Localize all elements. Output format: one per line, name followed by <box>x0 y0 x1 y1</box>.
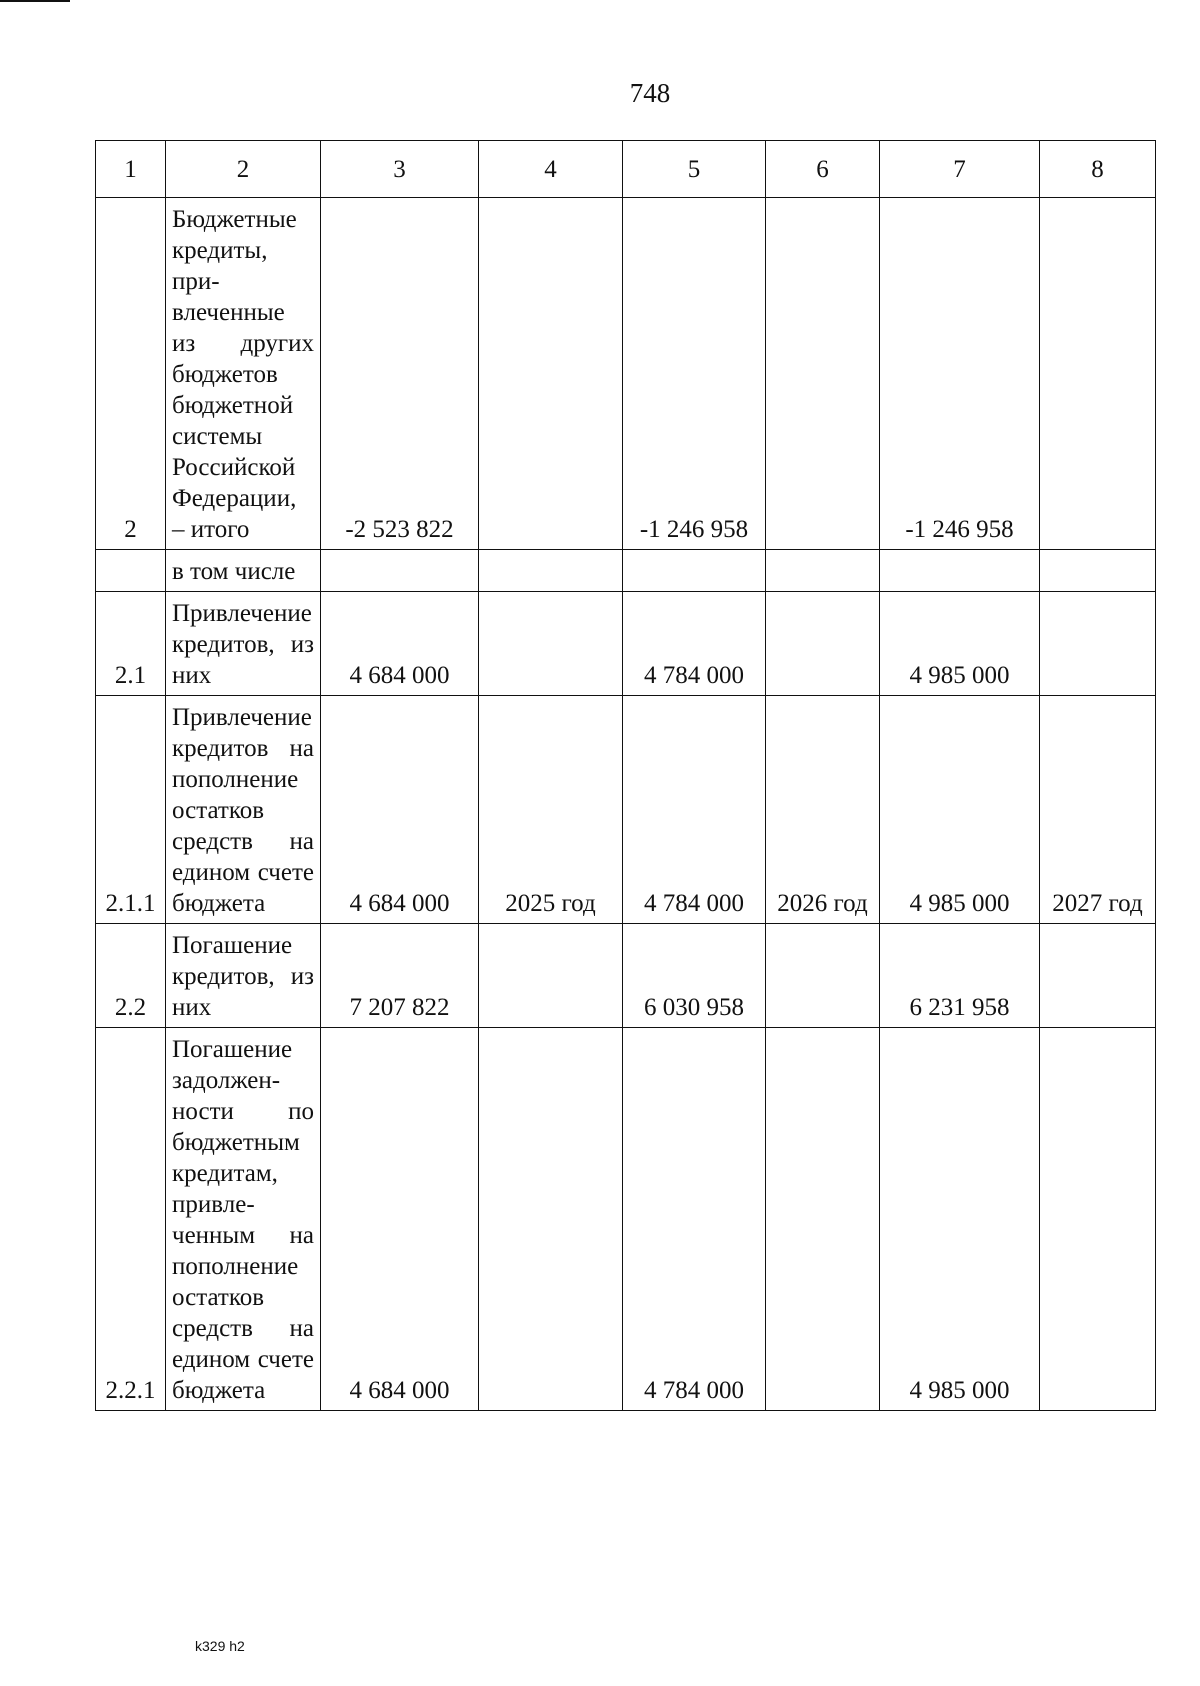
value-cell: 4 985 000 <box>880 592 1040 696</box>
value-cell: -1 246 958 <box>623 198 766 550</box>
column-header: 3 <box>321 141 479 198</box>
table-row <box>96 696 1156 924</box>
value-cell <box>479 198 623 550</box>
row-description: в том числе <box>166 550 321 592</box>
value-cell: 2027 год <box>1040 696 1156 924</box>
row-number: 2.1.1 <box>96 696 166 924</box>
value-cell <box>623 550 766 592</box>
value-cell: 4 684 000 <box>321 592 479 696</box>
value-cell <box>479 550 623 592</box>
column-header: 2 <box>166 141 321 198</box>
column-header: 5 <box>623 141 766 198</box>
table-row <box>96 592 1156 696</box>
value-cell <box>766 550 880 592</box>
value-cell: 6 030 958 <box>623 924 766 1028</box>
value-cell <box>880 550 1040 592</box>
column-header: 7 <box>880 141 1040 198</box>
scan-edge-line <box>0 0 70 2</box>
row-number: 2.1 <box>96 592 166 696</box>
value-cell: 4 985 000 <box>880 1028 1040 1411</box>
value-cell <box>479 592 623 696</box>
table-row <box>96 924 1156 1028</box>
row-number: 2 <box>96 198 166 550</box>
value-cell <box>766 592 880 696</box>
row-number: 2.2 <box>96 924 166 1028</box>
value-cell: 4 684 000 <box>321 696 479 924</box>
value-cell <box>1040 550 1156 592</box>
column-header: 1 <box>96 141 166 198</box>
value-cell: 6 231 958 <box>880 924 1040 1028</box>
table-row <box>96 550 1156 592</box>
value-cell <box>766 198 880 550</box>
value-cell: 2025 год <box>479 696 623 924</box>
value-cell <box>479 1028 623 1411</box>
value-cell <box>1040 198 1156 550</box>
table-row <box>96 198 1156 550</box>
column-header: 4 <box>479 141 623 198</box>
column-header: 6 <box>766 141 880 198</box>
row-number <box>96 550 166 592</box>
footer-code: k329 h2 <box>195 1638 245 1654</box>
value-cell <box>1040 924 1156 1028</box>
value-cell: 4 684 000 <box>321 1028 479 1411</box>
column-header: 8 <box>1040 141 1156 198</box>
value-cell: -1 246 958 <box>880 198 1040 550</box>
value-cell: 4 985 000 <box>880 696 1040 924</box>
value-cell <box>766 924 880 1028</box>
value-cell: 4 784 000 <box>623 696 766 924</box>
value-cell: 4 784 000 <box>623 1028 766 1411</box>
value-cell: -2 523 822 <box>321 198 479 550</box>
row-number: 2.2.1 <box>96 1028 166 1411</box>
value-cell <box>321 550 479 592</box>
value-cell <box>1040 1028 1156 1411</box>
budget-credits-table <box>95 140 1156 1411</box>
value-cell <box>766 1028 880 1411</box>
row-description: Погашение кредитов, из них <box>166 924 321 1028</box>
value-cell <box>479 924 623 1028</box>
row-description: Погашение задолженности по бюджетным кредитам, привлеченным на пополнение остатков средств на едином счете бюджета <box>166 1028 321 1411</box>
row-description: Привлечение кредитов на пополнение остатков средств на едином счете бюджета <box>166 696 321 924</box>
value-cell: 4 784 000 <box>623 592 766 696</box>
value-cell: 7 207 822 <box>321 924 479 1028</box>
row-description: Привлечение кредитов, из них <box>166 592 321 696</box>
page-number: 748 <box>629 78 671 108</box>
value-cell: 2026 год <box>766 696 880 924</box>
value-cell <box>1040 592 1156 696</box>
row-description: Бюджетные кредиты, привлеченные из других бюджетов бюджетной системы Российской Федерации, – итого <box>166 198 321 550</box>
table-header-row <box>96 141 1156 198</box>
table-row <box>96 1028 1156 1411</box>
